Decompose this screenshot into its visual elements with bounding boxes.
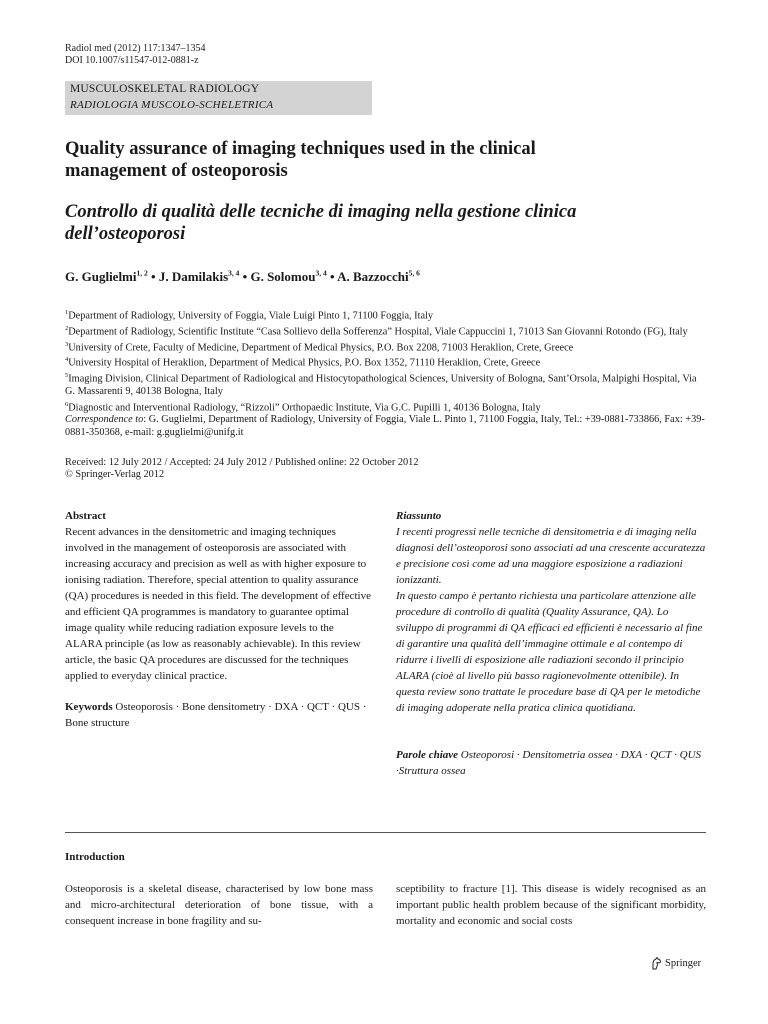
affiliation [65, 370, 705, 398]
parole-chiave-text: Osteoporosi · Densitometria ossea · DXA · QCT · QUS ·Struttura ossea [396, 749, 702, 777]
affiliation-text: Imaging Division, Clinical Department of Radiological and Histocytopathological Sciences, University of Bologna, Sant’Orsola, Malpighi Hospital, Via G. Massarenti 9, 40138 Bologna, Italy [65, 373, 697, 398]
affiliation-number: 4 [65, 356, 69, 364]
affiliation-text: Diagnostic and Interventional Radiology, “Rizzoli” Orthopaedic Institute, Via G.C. Pupilli 1, 40136 Bologna, Italy [68, 401, 541, 413]
introduction-text-right: sceptibility to fracture [1]. This disease is widely recognised as an important public health problem because of the significant morbidity, mortality and economic and social costs [396, 883, 706, 927]
affiliation-number: 3 [65, 340, 69, 348]
author-name: G. Guglielmi [65, 269, 137, 285]
affiliation-number: 5 [65, 372, 69, 380]
springer-wordmark: Springer [665, 958, 702, 969]
author-separator: • [239, 269, 251, 285]
correspondence-label: Correspondence to [65, 414, 144, 426]
affiliation-text: Department of Radiology, University of Foggia, Viale Luigi Pinto 1, 71100 Foggia, Italy [68, 310, 434, 322]
keywords [65, 699, 373, 731]
author-affiliation-ref: 3, 4 [315, 269, 327, 278]
riassunto-paragraph-2: In questo campo è pertanto richiesta una particolare attenzione alle procedure di controllo di qualità (Quality Assurance, QA). Lo sviluppo di programmi di QA efficaci ed efficienti è necessario al fine di garantire una qualità dell’immagine ottimale e al contempo di ridurre i livelli di esposizione alle radiazioni secondo il principio ALARA (cioè al livello più basso ragionevolmente ottenibile). In questa review sono trattate le procedure base di QA per le metodiche di imaging adoperate nella pratica clinica quotidiana. [396, 590, 703, 714]
affiliation-number: 6 [65, 400, 69, 408]
author-list [65, 269, 420, 285]
affiliation [65, 307, 705, 323]
publication-dates [65, 457, 705, 482]
springer-logo [651, 957, 701, 970]
title-english-line-1: Quality assurance of imaging techniques used in the clinical [65, 139, 536, 159]
affiliation [65, 323, 705, 339]
riassunto [396, 508, 706, 779]
author [337, 269, 420, 284]
affiliation [65, 399, 705, 415]
author-separator: • [326, 269, 338, 285]
affiliation [65, 339, 705, 355]
section-italian: RADIOLOGIA MUSCOLO-SCHELETRICA [70, 99, 274, 111]
introduction-heading: Introduction [65, 851, 125, 863]
affiliation-text: University of Crete, Faculty of Medicine, Department of Medical Physics, P.O. Box 2208, 71003 Heraklion, Crete, Greece [68, 342, 574, 354]
title-english [65, 138, 625, 182]
abstract [65, 508, 373, 731]
parole-chiave-label: Parole chiave [396, 749, 459, 761]
dates-line: Received: 12 July 2012 / Accepted: 24 July 2012 / Published online: 22 October 2012 [65, 457, 419, 468]
parole-chiave [396, 747, 706, 779]
abstract-heading: Abstract [65, 510, 106, 522]
title-italian [65, 201, 665, 245]
section-banner [65, 81, 372, 115]
section-divider [65, 832, 706, 833]
correspondence [65, 414, 705, 439]
section-english: MUSCULOSKELETAL RADIOLOGY [70, 83, 260, 95]
title-italian-line-2: dell’osteoporosi [65, 224, 186, 244]
author [250, 269, 337, 284]
title-italian-line-1: Controllo di qualità delle tecniche di imaging nella gestione clinica [65, 202, 577, 222]
author-separator: • [147, 269, 159, 285]
author-name: G. Solomou [250, 269, 316, 285]
affiliation-text: University Hospital of Heraklion, Department of Medical Physics, P.O. Box 1352, 71110 Heraklion, Crete, Greece [68, 357, 541, 369]
author [159, 269, 251, 284]
affiliation [65, 354, 705, 370]
author-name: A. Bazzocchi [337, 269, 409, 285]
abstract-text: Recent advances in the densitometric and imaging techniques involved in the management of osteoporosis are associated with increasing accuracy and precision as well as with higher exposure to ionising radiation. Therefore, special attention to quality assurance (QA) procedures is needed in this field. The development of effective and efficient QA programmes is mandatory to guarantee optimal image quality while reducing radiation exposure levels to the ALARA principle (as low as reasonably achievable). In this review article, the basic QA procedures are discussed for the techniques applied to everyday clinical practice. [65, 526, 371, 682]
doi: DOI 10.1007/s11547-012-0881-z [65, 55, 199, 66]
author-affiliation-ref: 3, 4 [228, 269, 240, 278]
introduction-text-left: Osteoporosis is a skeletal disease, characterised by low bone mass and micro-architectural deterioration of bone tissue, with a consequent increase in bone fragility and su- [65, 883, 373, 927]
copyright: © Springer-Verlag 2012 [65, 469, 165, 481]
keywords-label: Keywords [65, 701, 113, 713]
springer-horse-icon [651, 957, 662, 970]
affiliation-text: Department of Radiology, Scientific Institute “Casa Sollievo della Sofferenza” Hospital, Viale Cappuccini 1, 71013 San Giovanni Rotondo (FG), Italy [68, 326, 688, 338]
affiliations [65, 307, 705, 439]
keywords-text: Osteoporosis · Bone densitometry · DXA · QCT · QUS · Bone structure [65, 701, 367, 729]
riassunto-heading: Riassunto [396, 510, 442, 522]
author-affiliation-ref: 5, 6 [408, 269, 420, 278]
correspondence-text: : G. Guglielmi, Department of Radiology, University of Foggia, Viale L. Pinto 1, 71100 Foggia, Italy, Tel.: +39-0881-733866, Fax: +39-0881-350368, e-mail: g.guglielmi@unifg.it [65, 414, 705, 438]
author-affiliation-ref: 1, 2 [136, 269, 148, 278]
journal-citation: Radiol med (2012) 117:1347–1354 [65, 43, 206, 54]
author-name: J. Damilakis [158, 269, 229, 285]
affiliation-number: 2 [65, 324, 69, 332]
author [65, 269, 159, 284]
affiliation-number: 1 [65, 309, 69, 316]
riassunto-paragraph-1: I recenti progressi nelle tecniche di densitometria e di imaging nella diagnosi dell’osteoporosi sono associati ad una crescente accuratezza e precisione così come ad una maggiore esposizione a radiazioni ionizzanti. [396, 526, 706, 586]
title-english-line-2: management of osteoporosis [65, 161, 288, 181]
